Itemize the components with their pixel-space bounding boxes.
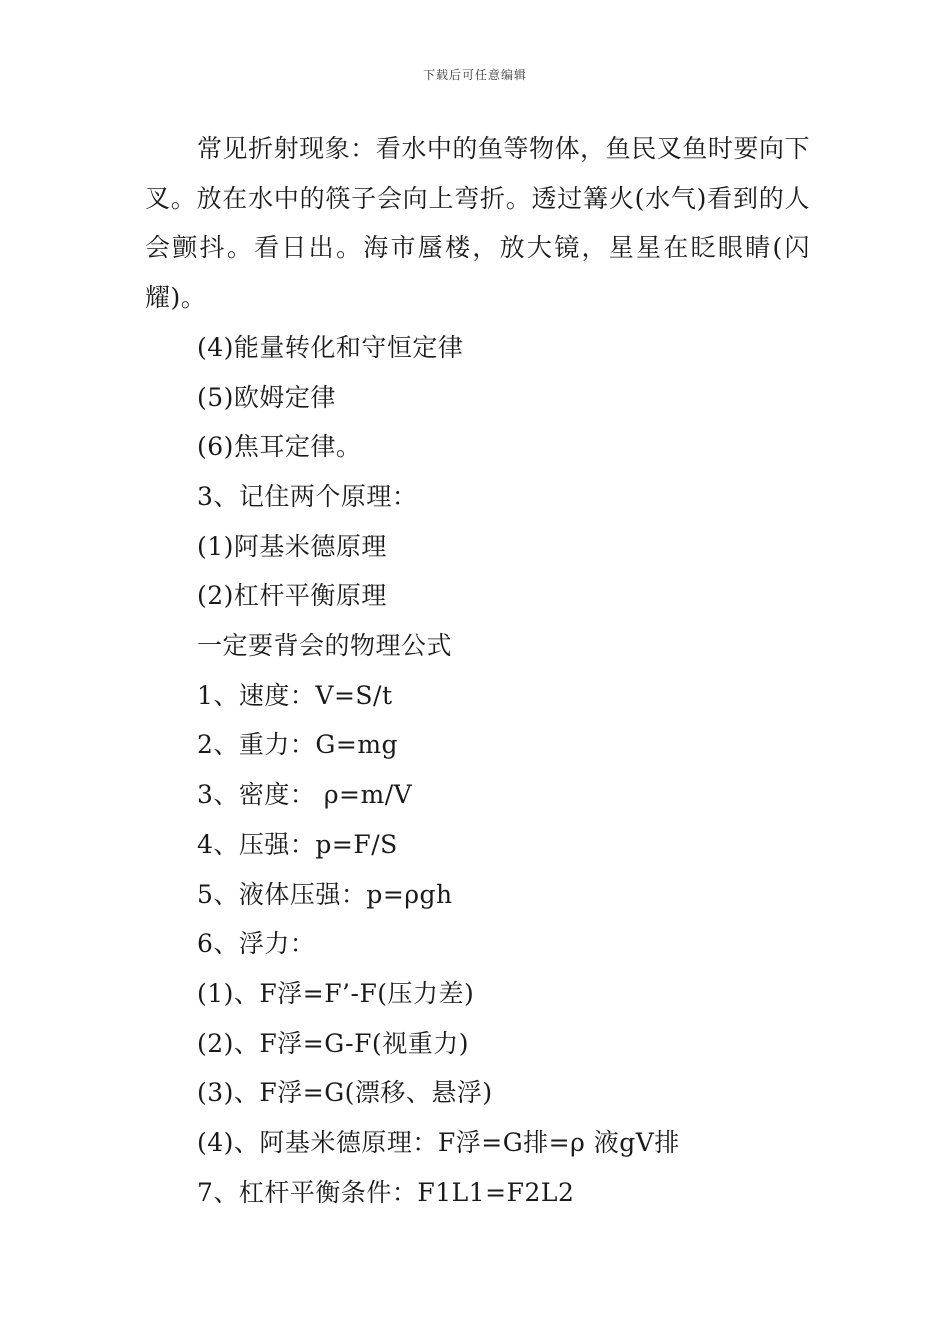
formula-item: (4)、阿基米德原理：F浮=G排=ρ 液gV排 <box>197 1128 680 1158</box>
list-item: (4)能量转化和守恒定律 <box>197 332 464 362</box>
list-item: (6)焦耳定律。 <box>197 432 362 462</box>
list-item: (5)欧姆定律 <box>197 382 336 412</box>
page-header: 下载后可任意编辑 <box>422 68 527 82</box>
formula-item: (1)、F浮=F’-F(压力差) <box>197 978 475 1008</box>
section-heading: 一定要背会的物理公式 <box>197 631 453 661</box>
list-item: (2)杠杆平衡原理 <box>197 581 387 611</box>
formula-item: 7、杠杆平衡条件：F1L1=F2L2 <box>197 1177 575 1207</box>
section-heading: 3、记住两个原理： <box>197 481 418 511</box>
document-body <box>145 124 810 1217</box>
formula-item: (2)、F浮=G-F(视重力) <box>197 1028 469 1058</box>
formula-item: 2、重力：G=mg <box>197 730 399 760</box>
formula-item: (3)、F浮=G(漂移、悬浮) <box>197 1078 493 1108</box>
formula-item: 4、压强：p=F/S <box>197 829 398 859</box>
formula-item: 1、速度：V=S/t <box>197 680 393 710</box>
refraction-paragraph: 常见折射现象：看水中的鱼等物体，鱼民叉鱼时要向下叉。放在水中的筷子会向上弯折。透过篝火(水气)看到的人会颤抖。看日出。海市蜃楼，放大镜，星星在眨眼睛(闪耀)。 <box>145 134 810 313</box>
formula-item: 6、浮力： <box>197 929 316 959</box>
formula-item: 5、液体压强：p=ρgh <box>197 879 453 909</box>
list-item: (1)阿基米德原理 <box>197 531 387 561</box>
formula-item: 3、密度： ρ=m/V <box>197 780 413 810</box>
